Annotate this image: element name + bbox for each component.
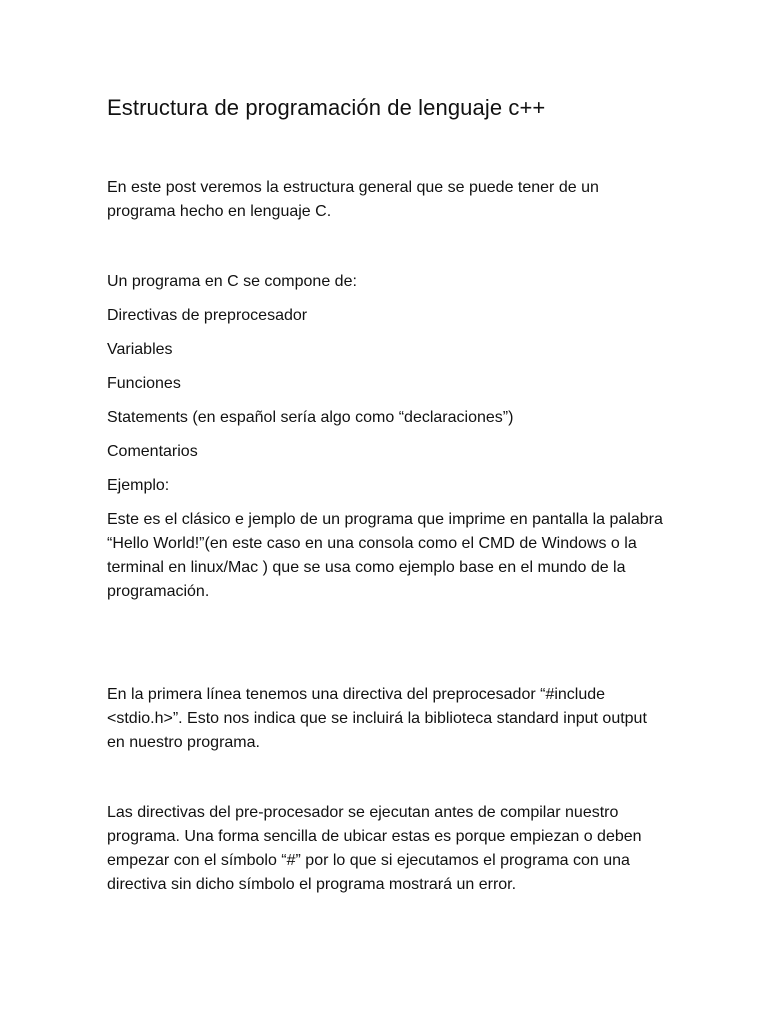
component-item: Funciones xyxy=(107,375,181,392)
component-item: Comentarios xyxy=(107,443,198,460)
example-description: Este es el clásico e jemplo de un programa que imprime en pantalla la palabra “Hello World!”(en este caso en una consola como el CMD de Windows o la terminal en linux/Mac ) que se usa como ejemplo base en el mundo de la programación. xyxy=(107,511,663,600)
example-label: Ejemplo: xyxy=(107,477,170,494)
document-body xyxy=(107,92,667,897)
first-line-paragraph: En la primera línea tenemos una directiva del preprocesador “#include <stdio.h>”. Esto nos indica que se incluirá la biblioteca standard input output en nuestro programa. xyxy=(107,686,647,751)
component-item: Variables xyxy=(107,341,173,358)
components-lead: Un programa en C se compone de: xyxy=(107,273,357,290)
directives-paragraph: Las directivas del pre-procesador se ejecutan antes de compilar nuestro programa. Una forma sencilla de ubicar estas es porque empiezan o deben empezar con el símbolo “#” por lo que si ejecutamos el programa con una directiva sin dicho símbolo el programa mostrará un error. xyxy=(107,804,642,893)
component-item: Directivas de preprocesador xyxy=(107,307,308,324)
component-item: Statements (en español sería algo como “declaraciones”) xyxy=(107,409,514,426)
intro-paragraph: En este post veremos la estructura general que se puede tener de un programa hecho en lenguaje C. xyxy=(107,179,599,220)
page-title: Estructura de programación de lenguaje c++ xyxy=(107,95,546,120)
